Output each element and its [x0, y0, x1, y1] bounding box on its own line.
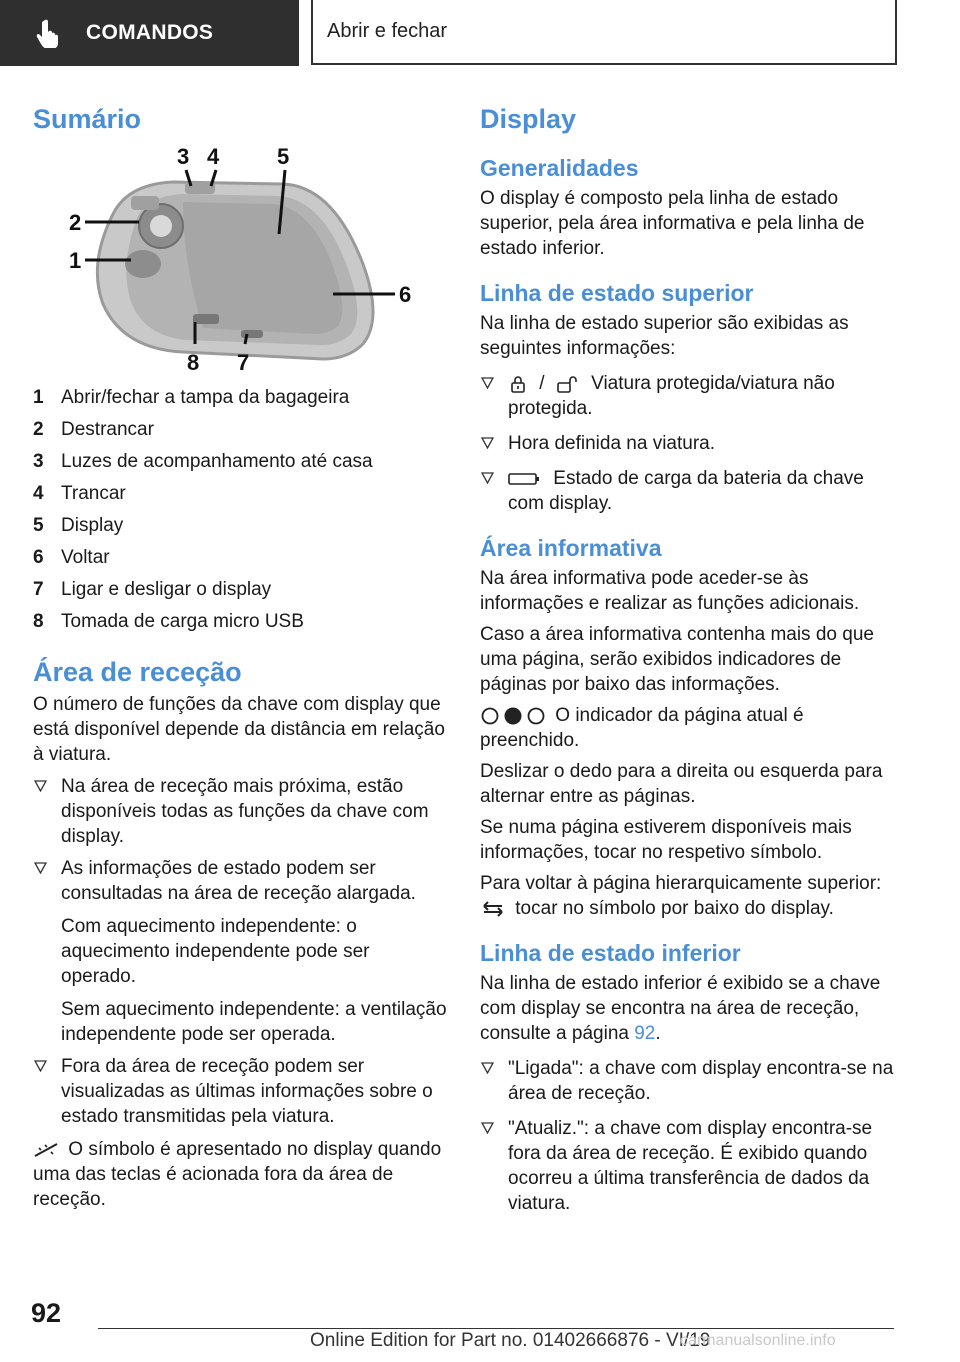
list-item: "Ligada": a chave com display encontra-se na área de receção. — [480, 1056, 898, 1106]
edition-text: Online Edition for Part no. 01402666876 - VI/19 — [310, 1330, 711, 1351]
slash-separator: / — [539, 373, 545, 394]
page-indicator-dots-icon — [480, 706, 546, 726]
legend-item: 7 Ligar e desligar o display — [33, 579, 272, 600]
key-illustration — [33, 144, 447, 376]
info-paragraph: Na área informativa pode aceder-se às informações e realizar as funções adicionais. — [480, 568, 860, 614]
list-item: Na área de receção mais próxima, estão disponíveis todas as funções da chave com display. — [33, 774, 447, 849]
hand-pointer-icon — [36, 18, 64, 48]
callout-7: 7 — [237, 350, 250, 375]
lower-status-heading: Linha de estado inferior — [480, 940, 741, 966]
sub-paragraph: Com aquecimento independente: o aquecimento independente pode ser operado. — [61, 916, 370, 987]
out-of-range-key-icon — [33, 1140, 63, 1160]
bullet-triangle-icon — [34, 780, 47, 792]
legend-item: 5 Display — [33, 515, 124, 536]
upper-status-heading: Linha de estado superior — [480, 280, 754, 306]
bullet-triangle-icon — [481, 437, 494, 449]
section-label: Abrir e fechar — [327, 20, 448, 42]
info-paragraph: Para voltar à página hierarquicamente superior: — [480, 873, 882, 894]
callout-5: 5 — [277, 144, 290, 169]
back-arrow-icon — [480, 900, 506, 918]
legend-item: 1 Abrir/fechar a tampa da bagageira — [33, 387, 350, 408]
bullet-triangle-icon — [481, 1062, 494, 1074]
lock-closed-icon — [508, 374, 528, 394]
footer-divider — [98, 1328, 894, 1329]
right-column — [480, 96, 898, 1216]
general-heading: Generalidades — [480, 155, 639, 181]
display-heading: Display — [480, 104, 577, 134]
legend-item: 2 Destrancar — [33, 419, 154, 440]
list-item: / Viatura protegida/viatura não protegida. — [480, 371, 898, 421]
watermark: carmanualsonline.info — [680, 1332, 836, 1349]
list-item: "Atualiz.": a chave com display encontra-se fora da área de receção. É exibido quando ocorreu a última transferência de dados da viatura. — [480, 1116, 898, 1216]
key-legend — [33, 382, 447, 638]
page-footer — [0, 1290, 960, 1362]
info-paragraph: tocar no símbolo por baixo do display. — [480, 896, 898, 921]
callout-8: 8 — [187, 350, 200, 375]
bullet-triangle-icon — [481, 472, 494, 484]
info-paragraph: O indicador da página atual é preenchido. — [480, 705, 804, 751]
page-header — [0, 0, 960, 66]
lock-open-icon — [556, 374, 580, 394]
sub-paragraph: Sem aquecimento independente: a ventilação independente pode ser operada. — [61, 999, 447, 1045]
battery-icon — [508, 471, 540, 487]
lower-status-text: Na linha de estado inferior é exibido se a chave com display se encontra na área de receção, consulte a página 92. — [480, 973, 881, 1044]
info-area-heading: Área informativa — [480, 535, 662, 561]
page-number: 92 — [31, 1298, 62, 1328]
list-item: Fora da área de receção podem ser visualizadas as últimas informações sobre o estado transmitidas pela viatura. — [33, 1054, 447, 1129]
section-header — [311, 0, 897, 65]
reception-heading: Área de receção — [33, 657, 242, 687]
callout-3: 3 — [177, 144, 190, 169]
bullet-triangle-icon — [34, 862, 47, 874]
legend-item: 4 Trancar — [33, 483, 126, 504]
reception-list — [33, 774, 447, 1129]
info-paragraph: Caso a área informativa contenha mais do que uma página, serão exibidos indicadores de páginas por baixo das informações. — [480, 624, 874, 695]
callout-1: 1 — [69, 248, 82, 273]
callout-2: 2 — [69, 210, 82, 235]
callout-4: 4 — [207, 144, 220, 169]
summary-heading: Sumário — [33, 104, 142, 134]
list-item: Hora definida na viatura. — [480, 431, 898, 456]
legend-item: 3 Luzes de acompanhamento até casa — [33, 451, 373, 472]
reception-intro: O número de funções da chave com display que está disponível depende da distância em relação à viatura. — [33, 694, 445, 765]
info-paragraph: Deslizar o dedo para a direita ou esquerda para alternar entre as páginas. — [480, 761, 883, 807]
bullet-triangle-icon — [481, 1122, 494, 1134]
upper-status-text: Na linha de estado superior são exibidas as seguintes informações: — [480, 313, 849, 359]
general-text: O display é composto pela linha de estado superior, pela área informativa e pela linha de estado inferior. — [480, 188, 865, 259]
legend-item: 8 Tomada de carga micro USB — [33, 611, 304, 632]
bullet-triangle-icon — [481, 377, 494, 389]
legend-item: 6 Voltar — [33, 547, 110, 568]
lower-status-list — [480, 1056, 898, 1216]
page-link[interactable]: 92 — [634, 1023, 656, 1044]
list-item: As informações de estado podem ser consultadas na área de receção alargada. Com aquecimento independente: o aquecimento independente pode ser operado. Sem aquecimento independente: a ventilação independente pode ser operada. — [33, 856, 447, 1047]
bullet-triangle-icon — [34, 1060, 47, 1072]
callout-6: 6 — [399, 282, 412, 307]
chapter-tab — [0, 0, 299, 66]
display-key-drawing — [33, 144, 447, 376]
list-item: Estado de carga da bateria da chave com display. — [480, 466, 898, 516]
left-column — [33, 96, 447, 1212]
info-paragraph: Se numa página estiverem disponíveis mais informações, tocar no respetivo símbolo. — [480, 817, 852, 863]
upper-status-list — [480, 371, 898, 516]
symbol-note: O símbolo é apresentado no display quando uma das teclas é acionada fora da área de receção. — [33, 1139, 442, 1210]
chapter-label: COMANDOS — [86, 21, 214, 44]
